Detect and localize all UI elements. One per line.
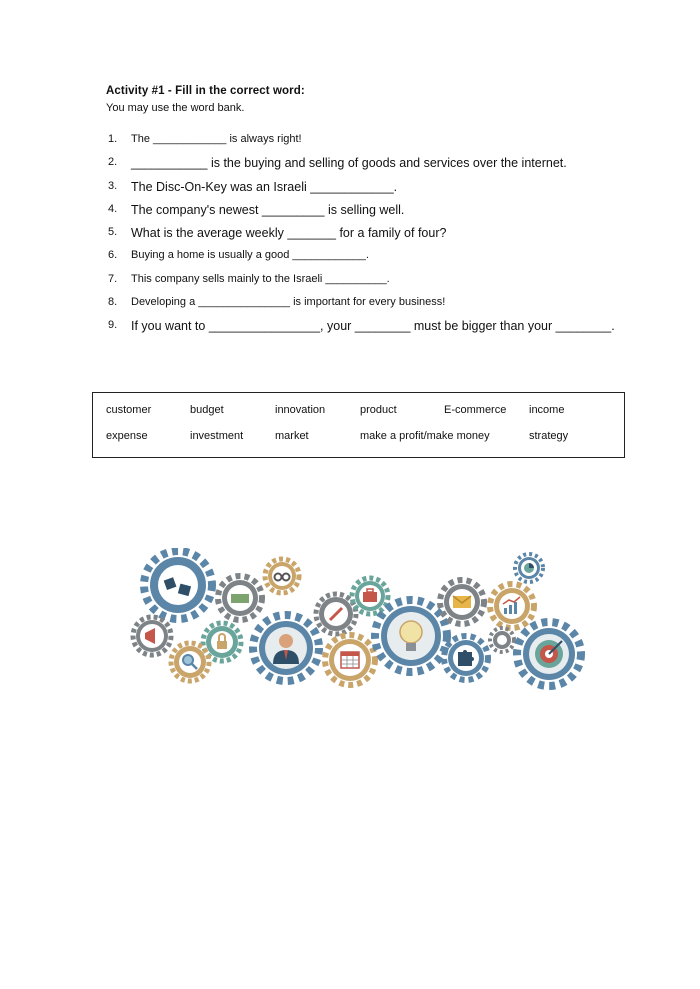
question-text: The company's newest _________ is selling well. (131, 203, 405, 217)
question-number: 3. (108, 180, 118, 192)
question-8 (0, 296, 700, 316)
word-bank-item: E-commerce (444, 404, 507, 416)
puzzle-icon (444, 636, 488, 680)
question-number: 7. (108, 273, 118, 285)
word-bank-item: make a profit/make money (360, 430, 490, 442)
question-number: 9. (108, 319, 118, 331)
briefcase-icon (352, 578, 388, 614)
question-number: 2. (108, 156, 118, 168)
user-icon (253, 615, 319, 681)
megaphone-icon (133, 617, 171, 655)
question-number: 5. (108, 226, 118, 238)
money-icon (218, 576, 262, 620)
question-text: Buying a home is usually a good ____________. (131, 249, 369, 261)
word-bank-box (92, 392, 625, 458)
binoculars-icon (265, 559, 299, 593)
question-3 (0, 180, 700, 200)
activity-title: Activity #1 - Fill in the correct word: (106, 85, 305, 97)
word-bank-item: income (529, 404, 565, 416)
word-bank-item: strategy (529, 430, 569, 442)
chart-icon (490, 584, 534, 628)
question-text: The Disc-On-Key was an Israeli ____________. (131, 180, 398, 194)
word-bank-item: customer (106, 404, 152, 416)
question-text: ___________ is the buying and selling of goods and services over the internet. (131, 156, 567, 170)
question-number: 1. (108, 133, 118, 145)
gear-icon (490, 628, 514, 652)
question-text: What is the average weekly _______ for a family of four? (131, 226, 447, 240)
question-4 (0, 203, 700, 223)
question-7 (0, 273, 700, 293)
gear-icon (144, 551, 212, 619)
word-bank-item: expense (106, 430, 148, 442)
question-text: This company sells mainly to the Israeli __________. (131, 273, 390, 285)
question-text: If you want to ________________, your ________ must be bigger than your ________. (131, 319, 615, 333)
target-icon (517, 622, 581, 686)
question-2 (0, 156, 700, 176)
question-text: The ____________ is always right! (131, 133, 302, 145)
pie-chart-icon (515, 554, 543, 582)
question-1 (0, 133, 700, 153)
question-number: 8. (108, 296, 118, 308)
question-number: 6. (108, 249, 118, 261)
word-bank-item: budget (190, 404, 224, 416)
business-gears-illustration (130, 548, 590, 693)
question-6 (0, 249, 700, 269)
question-text: Developing a _______________ is important for every business! (131, 296, 446, 308)
envelope-icon (440, 580, 484, 624)
word-bank-item: market (275, 430, 309, 442)
question-9 (0, 319, 700, 339)
question-5 (0, 226, 700, 246)
question-number: 4. (108, 203, 118, 215)
activity-instructions: You may use the word bank. (106, 102, 245, 114)
calendar-icon (325, 635, 375, 685)
word-bank-item: innovation (275, 404, 326, 416)
word-bank-item: investment (190, 430, 244, 442)
lightbulb-icon (375, 600, 447, 672)
word-bank-item: product (360, 404, 397, 416)
